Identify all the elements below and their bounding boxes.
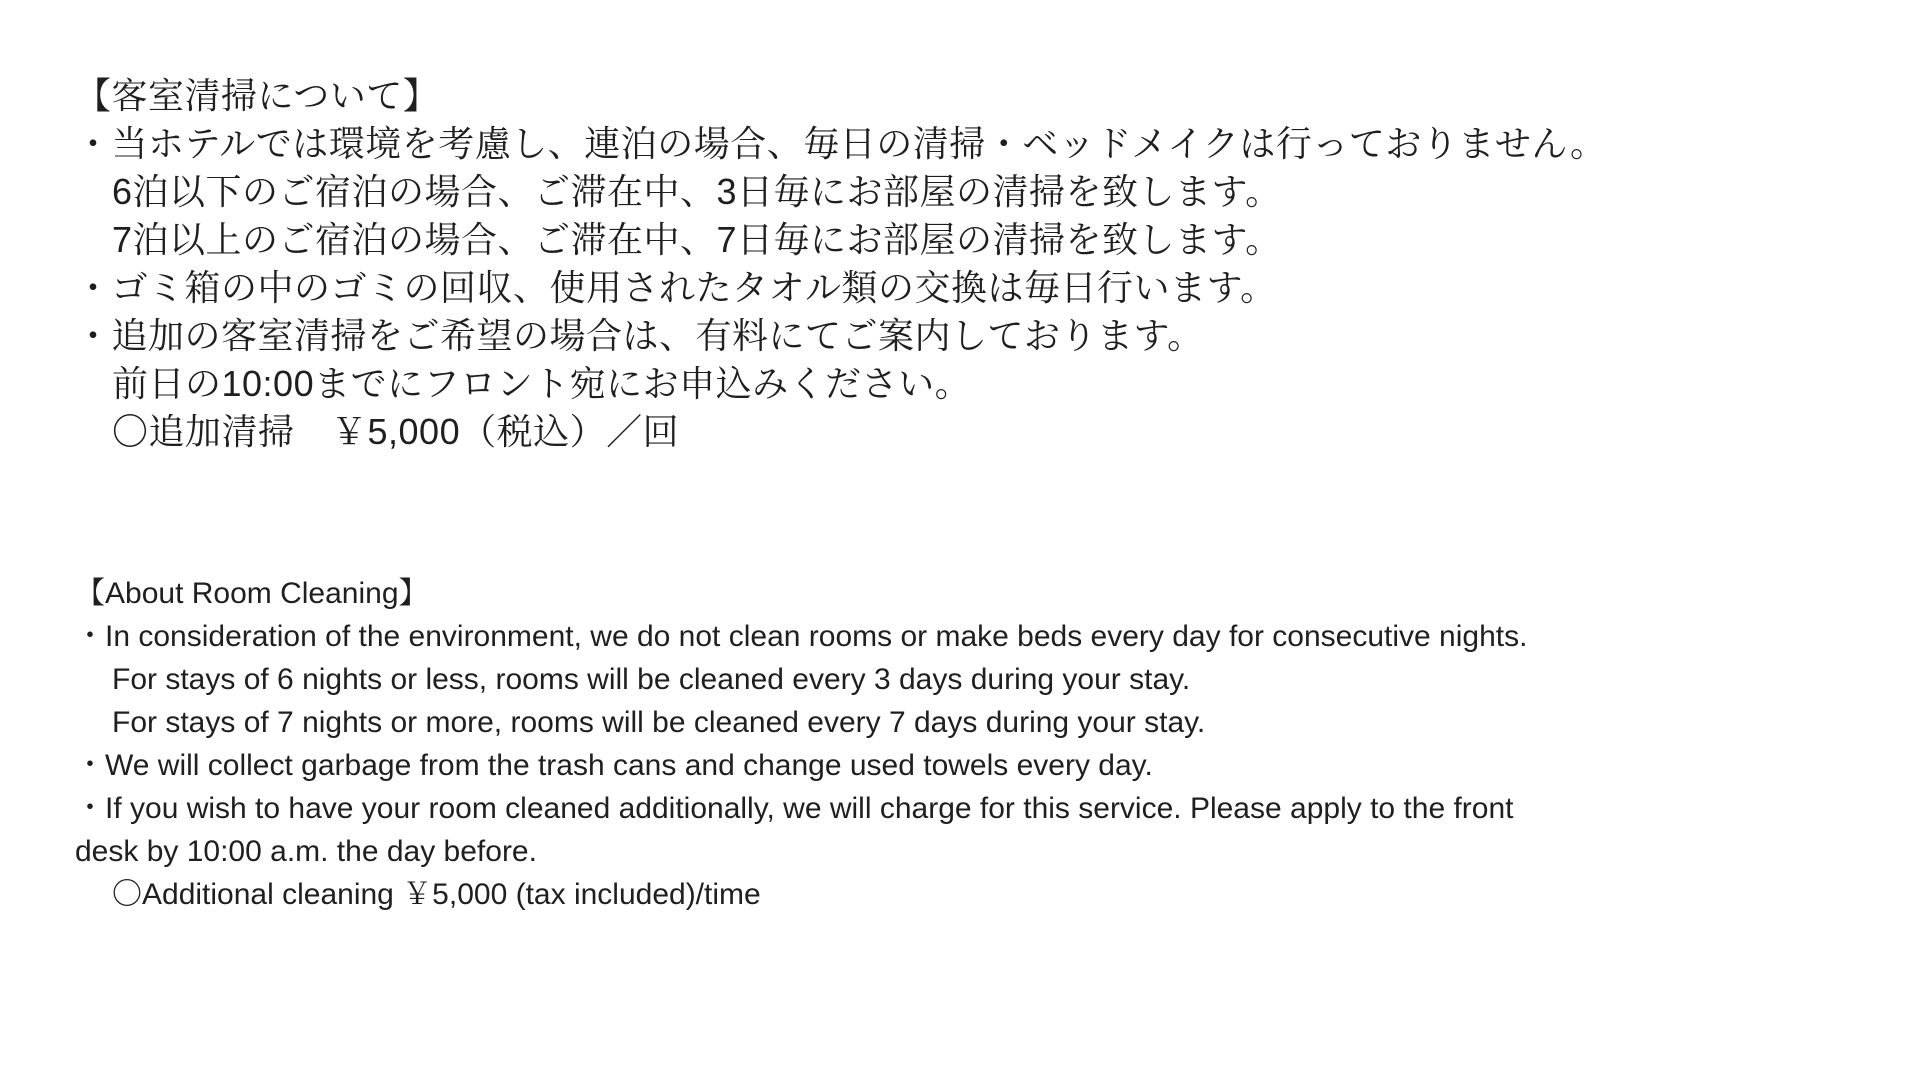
english-section-title: 【About Room Cleaning】 bbox=[75, 577, 429, 610]
english-notice-line: ・If you wish to have your room cleaned additionally, we will charge for this service. Please apply to the front bbox=[75, 792, 1514, 825]
japanese-notice-line: ・ゴミ箱の中のゴミの回収、使用されたタオル類の交換は毎日行います。 bbox=[75, 267, 1277, 308]
english-notice-line: ・We will collect garbage from the trash cans and change used towels every day. bbox=[75, 749, 1153, 782]
english-notice-section bbox=[75, 572, 1527, 916]
english-notice-line: ・In consideration of the environment, we do not clean rooms or make beds every day for consecutive nights. bbox=[75, 620, 1528, 653]
japanese-notice-line: 7泊以上のご宿泊の場合、ご滞在中、7日毎にお部屋の清掃を致します。 bbox=[112, 219, 1282, 260]
japanese-section-title: 【客室清掃について】 bbox=[75, 75, 440, 116]
japanese-notice-line: ・当ホテルでは環境を考慮し、連泊の場合、毎日の清掃・ベッドメイクは行っておりません。 bbox=[75, 123, 1607, 164]
japanese-notice-line: ・追加の客室清掃をご希望の場合は、有料にてご案内しております。 bbox=[75, 315, 1204, 356]
english-notice-line: For stays of 6 nights or less, rooms will be cleaned every 3 days during your stay. bbox=[112, 663, 1191, 696]
japanese-notice-line: 前日の10:00までにフロント宛にお申込みください。 bbox=[112, 363, 972, 404]
english-notice-line: For stays of 7 nights or more, rooms will be cleaned every 7 days during your stay. bbox=[112, 706, 1206, 739]
english-notice-line: desk by 10:00 a.m. the day before. bbox=[75, 835, 537, 868]
english-price-line: 〇Additional cleaning ￥5,000 (tax included)/time bbox=[112, 878, 761, 911]
japanese-price-line: 〇追加清掃 ￥5,000（税込）／回 bbox=[112, 411, 680, 452]
japanese-notice-line: 6泊以下のご宿泊の場合、ご滞在中、3日毎にお部屋の清掃を致します。 bbox=[112, 171, 1282, 212]
japanese-notice-section bbox=[75, 72, 1607, 456]
